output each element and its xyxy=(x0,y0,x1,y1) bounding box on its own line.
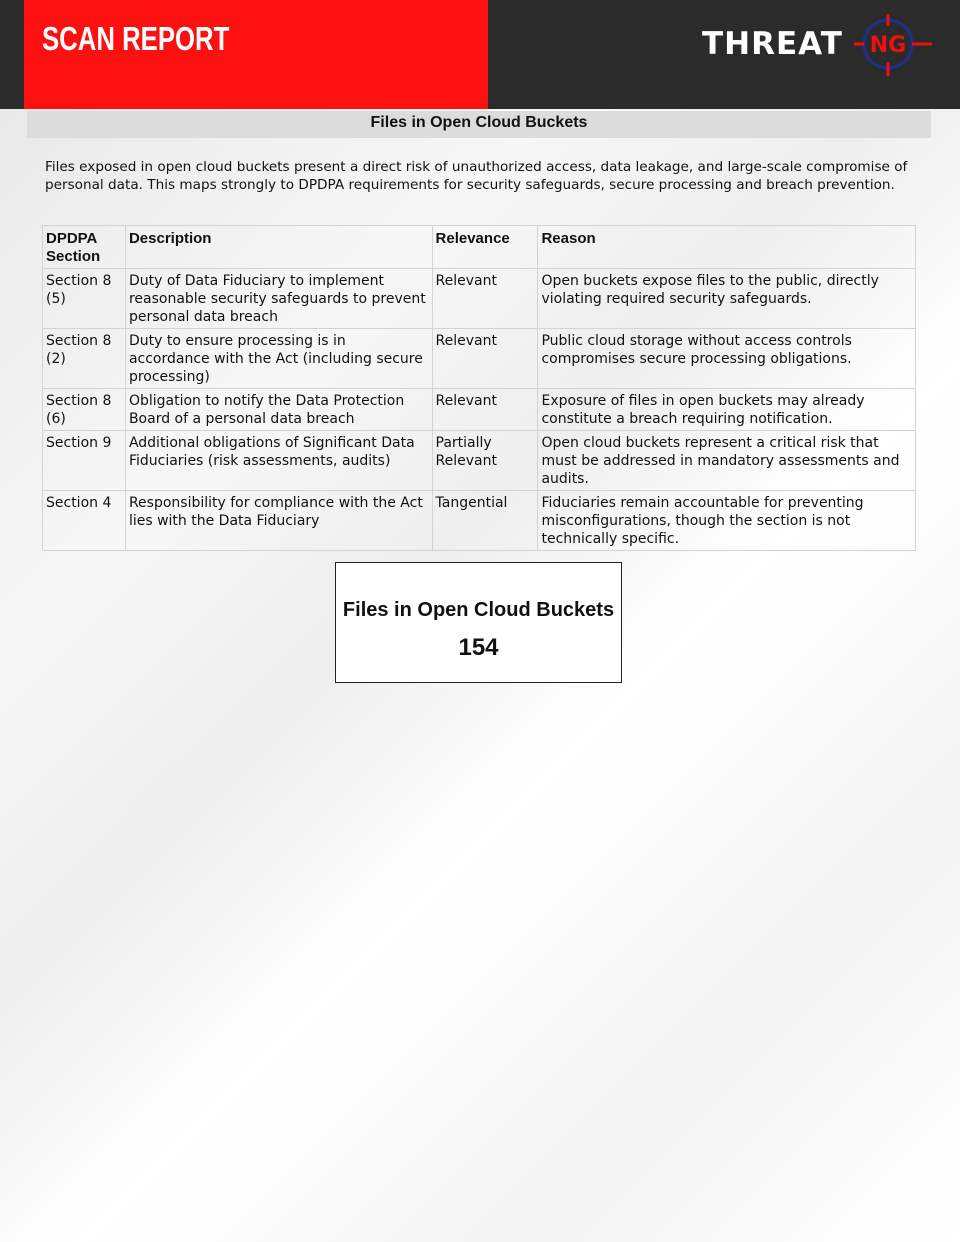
table-row xyxy=(43,431,916,491)
cell-relevance: Tangential xyxy=(432,491,538,551)
dpdpa-mapping-table xyxy=(42,225,916,551)
cell-section: Section 8 (2) xyxy=(43,329,126,389)
column-header: Description xyxy=(125,226,432,269)
threatng-logo xyxy=(700,14,940,78)
cell-description: Additional obligations of Significant Data Fiduciaries (risk assessments, audits) xyxy=(125,431,432,491)
report-header xyxy=(0,0,960,109)
table-row xyxy=(43,269,916,329)
cell-reason: Public cloud storage without access controls compromises secure processing obligations. xyxy=(538,329,916,389)
column-header: DPDPA Section xyxy=(43,226,126,269)
cell-section: Section 8 (5) xyxy=(43,269,126,329)
section-intro: Files exposed in open cloud buckets present a direct risk of unauthorized access, data leakage, and large-scale compromise of personal data. This maps strongly to DPDPA requirements for security safeguards, secure processing and breach prevention. xyxy=(45,159,908,193)
table-row xyxy=(43,491,916,551)
cell-relevance: Partially Relevant xyxy=(432,431,538,491)
cell-relevance: Relevant xyxy=(432,269,538,329)
cell-description: Responsibility for compliance with the Act lies with the Data Fiduciary xyxy=(125,491,432,551)
logo-text: THREAT xyxy=(702,26,843,62)
cell-description: Duty to ensure processing is in accordance with the Act (including secure processing) xyxy=(125,329,432,389)
cell-section: Section 9 xyxy=(43,431,126,491)
logo-badge: NG xyxy=(869,33,907,58)
cell-relevance: Relevant xyxy=(432,389,538,431)
cell-relevance: Relevant xyxy=(432,329,538,389)
cell-section: Section 8 (6) xyxy=(43,389,126,431)
report-title: SCAN REPORT xyxy=(42,20,230,57)
cell-reason: Open buckets expose files to the public, directly violating required security safeguards. xyxy=(538,269,916,329)
cell-reason: Fiduciaries remain accountable for preventing misconfigurations, though the section is not technically specific. xyxy=(538,491,916,551)
stat-value: 154 xyxy=(458,634,499,661)
column-header: Reason xyxy=(538,226,916,269)
section-title: Files in Open Cloud Buckets xyxy=(27,111,931,138)
stat-label: Files in Open Cloud Buckets xyxy=(342,599,615,621)
cell-description: Duty of Data Fiduciary to implement reasonable security safeguards to prevent personal data breach xyxy=(125,269,432,329)
cell-reason: Open cloud buckets represent a critical risk that must be addressed in mandatory assessments and audits. xyxy=(538,431,916,491)
table-row xyxy=(43,329,916,389)
cell-description: Obligation to notify the Data Protection Board of a personal data breach xyxy=(125,389,432,431)
table-row xyxy=(43,389,916,431)
table-header-row xyxy=(43,226,916,269)
cell-reason: Exposure of files in open buckets may already constitute a breach requiring notification. xyxy=(538,389,916,431)
cell-section: Section 4 xyxy=(43,491,126,551)
stat-box xyxy=(335,562,622,683)
column-header: Relevance xyxy=(432,226,538,269)
crosshair-icon xyxy=(848,14,934,78)
